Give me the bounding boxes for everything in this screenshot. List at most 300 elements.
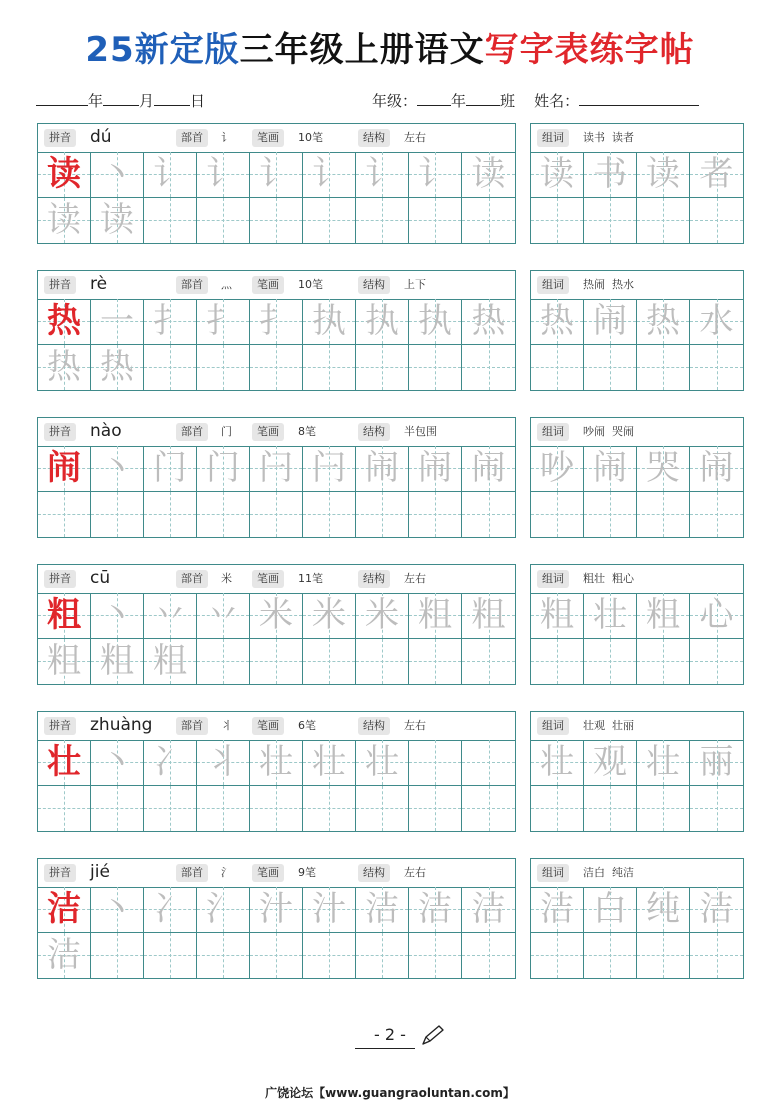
grid-cell[interactable]	[690, 786, 743, 832]
grid-cell[interactable]	[690, 299, 743, 345]
words-label: 组词	[537, 864, 569, 882]
grid-guide-vertical	[64, 786, 65, 832]
grid-cell[interactable]	[409, 639, 462, 685]
grid-cell[interactable]	[356, 593, 409, 639]
name-blank[interactable]	[579, 91, 699, 106]
stroke-step: 汁	[312, 889, 346, 930]
grid-cell[interactable]	[531, 639, 584, 685]
grid-cell[interactable]	[303, 198, 356, 244]
grid-cell[interactable]	[197, 345, 250, 391]
stroke-step: 读	[471, 154, 506, 195]
grid-cell[interactable]	[462, 639, 515, 685]
grid-cell[interactable]	[690, 639, 743, 685]
grid-cell[interactable]	[250, 446, 303, 492]
pinyin-label: 拼音	[44, 570, 76, 588]
structure-value: 半包围	[404, 425, 437, 438]
grid-cell[interactable]	[303, 492, 356, 538]
grid-guide-vertical	[557, 198, 558, 244]
trace-character: 读	[100, 200, 134, 241]
grid-cell[interactable]	[462, 786, 515, 832]
grid-guide-vertical	[329, 345, 330, 391]
grid-cell[interactable]	[356, 492, 409, 538]
grid-cell[interactable]	[584, 152, 637, 198]
grid-cell[interactable]	[38, 492, 91, 538]
grid-cell[interactable]	[690, 740, 743, 786]
grid-cell[interactable]	[409, 345, 462, 391]
grid-cell[interactable]	[584, 299, 637, 345]
grid-cell[interactable]	[531, 198, 584, 244]
grid-cell[interactable]	[531, 152, 584, 198]
grid-cell[interactable]	[144, 492, 197, 538]
grid-cell[interactable]	[409, 152, 462, 198]
grid-cell[interactable]	[584, 933, 637, 979]
stroke-step: 冫	[153, 742, 187, 783]
grid-guide-vertical	[435, 345, 436, 391]
grid-cell[interactable]	[197, 593, 250, 639]
grid-guide-vertical	[170, 198, 171, 244]
grid-cell[interactable]	[690, 152, 743, 198]
radical-label: 部首	[176, 276, 208, 294]
char-card-header	[38, 418, 515, 447]
grid-cell[interactable]	[38, 933, 91, 979]
grid-cell[interactable]	[356, 152, 409, 198]
grid-cell[interactable]	[303, 593, 356, 639]
structure-label: 结构	[358, 717, 390, 735]
grid-cell[interactable]	[690, 198, 743, 244]
grid-cell[interactable]	[38, 740, 91, 786]
grid-cell[interactable]	[303, 152, 356, 198]
grid-guide-vertical	[557, 786, 558, 832]
radical-label: 部首	[176, 864, 208, 882]
structure-label: 结构	[358, 129, 390, 147]
grid-cell[interactable]	[462, 345, 515, 391]
trace-character: 粗	[47, 641, 81, 682]
grid-cell[interactable]	[531, 446, 584, 492]
word-trace-character: 粗	[646, 595, 680, 636]
grid-cell[interactable]	[637, 786, 690, 832]
grid-cell[interactable]	[356, 887, 409, 933]
word-trace-character: 白	[593, 889, 627, 930]
pinyin-label: 拼音	[44, 276, 76, 294]
char-card-header	[38, 565, 515, 594]
grid-guide-vertical	[717, 933, 718, 979]
grid-cell[interactable]	[38, 593, 91, 639]
word-trace-character: 壮	[540, 742, 574, 783]
grid-cell[interactable]	[38, 299, 91, 345]
grid-cell[interactable]	[91, 492, 144, 538]
grid-guide-vertical	[663, 639, 664, 685]
grid-cell[interactable]	[303, 345, 356, 391]
grid-guide-vertical	[717, 639, 718, 685]
grid-cell[interactable]	[197, 299, 250, 345]
grid-cell[interactable]	[462, 198, 515, 244]
grid-cell[interactable]	[531, 345, 584, 391]
grid-cell[interactable]	[531, 933, 584, 979]
grid-cell[interactable]	[38, 446, 91, 492]
grid-guide-vertical	[610, 786, 611, 832]
class-line	[372, 90, 699, 111]
stroke-step: 丶	[100, 889, 134, 930]
grid-cell[interactable]	[197, 933, 250, 979]
grid-guide-vertical	[170, 933, 171, 979]
grid-guide-vertical	[663, 786, 664, 832]
words-value: 读书 读者	[583, 131, 634, 144]
grid-cell[interactable]	[91, 887, 144, 933]
stroke-step: 扌	[153, 301, 187, 342]
grid-cell[interactable]	[690, 887, 743, 933]
grid-cell[interactable]	[250, 887, 303, 933]
grid-cell[interactable]	[197, 740, 250, 786]
words-label: 组词	[537, 423, 569, 441]
word-trace-character: 读	[540, 154, 574, 195]
grid-cell[interactable]	[584, 887, 637, 933]
name-label: 姓名：	[534, 92, 580, 110]
grid-cell[interactable]	[462, 299, 515, 345]
grid-cell[interactable]	[584, 639, 637, 685]
grid-cell[interactable]	[250, 593, 303, 639]
grid-cell[interactable]	[250, 198, 303, 244]
grid-guide-vertical	[382, 198, 383, 244]
grid-cell[interactable]	[584, 492, 637, 538]
grid-guide-vertical	[489, 492, 490, 538]
char-card	[37, 417, 516, 538]
grid-cell[interactable]	[584, 786, 637, 832]
grid-cell[interactable]	[531, 593, 584, 639]
word-card-header	[531, 124, 743, 153]
grid-cell[interactable]	[637, 492, 690, 538]
grid-cell[interactable]	[303, 887, 356, 933]
grid-cell[interactable]	[462, 152, 515, 198]
class-blank[interactable]	[466, 91, 500, 106]
stroke-step: 米	[259, 595, 293, 636]
page-underline	[355, 1048, 415, 1049]
grid-cell[interactable]	[197, 152, 250, 198]
grid-guide-vertical	[717, 198, 718, 244]
word-trace-character: 吵	[540, 448, 574, 489]
grid-cell[interactable]	[250, 345, 303, 391]
grid-cell[interactable]	[409, 593, 462, 639]
grid-cell[interactable]	[250, 786, 303, 832]
stroke-step: 冫	[153, 889, 187, 930]
stroke-step: 讠	[418, 154, 452, 195]
grid-cell[interactable]	[91, 740, 144, 786]
grid-cell[interactable]	[531, 492, 584, 538]
grid-cell[interactable]	[409, 786, 462, 832]
char-card	[37, 564, 516, 685]
grid-cell[interactable]	[144, 786, 197, 832]
date-line	[36, 90, 205, 111]
grid-guide-vertical	[117, 492, 118, 538]
grid-cell[interactable]	[144, 198, 197, 244]
stroke-step: 壮	[312, 742, 346, 783]
word-card	[530, 711, 744, 832]
strokes-label: 笔画	[252, 570, 284, 588]
grid-cell[interactable]	[584, 345, 637, 391]
grid-guide-vertical	[223, 345, 224, 391]
grid-cell[interactable]	[91, 299, 144, 345]
grid-cell[interactable]	[584, 446, 637, 492]
grid-cell[interactable]	[144, 740, 197, 786]
strokes-label: 笔画	[252, 129, 284, 147]
day-label: 日	[190, 92, 206, 110]
grid-cell[interactable]	[409, 933, 462, 979]
grid-cell[interactable]	[303, 446, 356, 492]
day-blank[interactable]	[154, 91, 190, 106]
grid-cell[interactable]	[584, 740, 637, 786]
char-card	[37, 711, 516, 832]
grid-cell[interactable]	[637, 299, 690, 345]
stroke-step: 丶	[100, 742, 134, 783]
grid-guide-vertical	[382, 345, 383, 391]
grid-guide-vertical	[117, 786, 118, 832]
grid-cell[interactable]	[356, 933, 409, 979]
model-character: 读	[47, 154, 81, 195]
grid-cell[interactable]	[356, 198, 409, 244]
grid-cell[interactable]	[356, 345, 409, 391]
grid-cell[interactable]	[38, 786, 91, 832]
grid-guide-vertical	[489, 740, 490, 785]
grid-cell[interactable]	[409, 446, 462, 492]
pinyin-value: dú	[90, 127, 112, 147]
grid-cell[interactable]	[144, 345, 197, 391]
grid-cell[interactable]	[409, 299, 462, 345]
grid-cell[interactable]	[462, 446, 515, 492]
grid-guide-vertical	[329, 786, 330, 832]
stroke-step: 扌	[206, 301, 240, 342]
grid-cell[interactable]	[250, 933, 303, 979]
structure-value: 左右	[404, 131, 426, 144]
grid-cell[interactable]	[531, 740, 584, 786]
model-character: 闹	[47, 448, 81, 489]
grid-guide-vertical	[557, 933, 558, 979]
strokes-value: 10笔	[298, 278, 323, 291]
grid-cell[interactable]	[250, 299, 303, 345]
stroke-step: 洁	[365, 889, 399, 930]
grid-cell[interactable]	[250, 639, 303, 685]
grid-cell[interactable]	[531, 786, 584, 832]
site-credit: 广饶论坛【www.guangraoluntan.com】	[265, 1086, 515, 1100]
grid-cell[interactable]	[144, 933, 197, 979]
radical-label: 部首	[176, 717, 208, 735]
grid-guide-vertical	[489, 639, 490, 685]
grid-cell[interactable]	[91, 593, 144, 639]
grid-cell[interactable]	[637, 740, 690, 786]
grid-guide-vertical	[557, 345, 558, 391]
grid-cell[interactable]	[38, 152, 91, 198]
grid-cell[interactable]	[356, 786, 409, 832]
grid-cell[interactable]	[462, 887, 515, 933]
stroke-step: 洁	[418, 889, 452, 930]
grid-cell[interactable]	[690, 345, 743, 391]
model-character: 粗	[47, 595, 81, 636]
strokes-label: 笔画	[252, 423, 284, 441]
pinyin-label: 拼音	[44, 423, 76, 441]
grid-cell[interactable]	[197, 446, 250, 492]
grid-cell[interactable]	[144, 639, 197, 685]
structure-label: 结构	[358, 423, 390, 441]
stroke-step: 讠	[365, 154, 399, 195]
grid-cell[interactable]	[144, 593, 197, 639]
grid-cell[interactable]	[38, 639, 91, 685]
grid-cell[interactable]	[197, 198, 250, 244]
grid-cell[interactable]	[356, 299, 409, 345]
grid-cell[interactable]	[637, 639, 690, 685]
words-value: 粗壮 粗心	[583, 572, 634, 585]
grid-cell[interactable]	[356, 446, 409, 492]
word-trace-character: 哭	[646, 448, 680, 489]
model-character: 热	[47, 301, 81, 342]
grid-cell[interactable]	[462, 492, 515, 538]
stroke-step: 闩	[259, 448, 293, 489]
grid-guide-vertical	[610, 933, 611, 979]
grid-cell[interactable]	[409, 887, 462, 933]
grade-nian-label: 年	[451, 92, 467, 110]
grid-guide-vertical	[382, 492, 383, 538]
grid-guide-vertical	[663, 492, 664, 538]
grid-cell[interactable]	[637, 887, 690, 933]
grid-cell[interactable]	[690, 446, 743, 492]
word-card	[530, 123, 744, 244]
grid-cell[interactable]	[462, 740, 515, 786]
stroke-step: 米	[312, 595, 346, 636]
stroke-step: 一	[100, 301, 134, 342]
grid-guide-vertical	[489, 198, 490, 244]
grid-cell[interactable]	[462, 593, 515, 639]
grid-cell[interactable]	[409, 740, 462, 786]
grid-cell[interactable]	[91, 345, 144, 391]
month-label: 月	[139, 92, 155, 110]
stroke-step: 讠	[312, 154, 346, 195]
word-trace-character: 观	[593, 742, 627, 783]
grid-cell[interactable]	[637, 593, 690, 639]
grid-cell[interactable]	[144, 152, 197, 198]
title-part-3: 写字表练字帖	[484, 30, 695, 70]
strokes-value: 10笔	[298, 131, 323, 144]
grid-cell[interactable]	[409, 198, 462, 244]
grid-guide-vertical	[170, 786, 171, 832]
grid-cell[interactable]	[91, 446, 144, 492]
grid-cell[interactable]	[197, 492, 250, 538]
grid-cell[interactable]	[637, 198, 690, 244]
grid-cell[interactable]	[303, 786, 356, 832]
grid-guide-vertical	[223, 492, 224, 538]
grid-cell[interactable]	[690, 593, 743, 639]
grid-cell[interactable]	[303, 933, 356, 979]
structure-label: 结构	[358, 570, 390, 588]
stroke-step: 汁	[259, 889, 293, 930]
grid-cell[interactable]	[690, 492, 743, 538]
grid-cell[interactable]	[197, 639, 250, 685]
words-label: 组词	[537, 717, 569, 735]
words-value: 壮观 壮丽	[583, 719, 634, 732]
word-trace-character: 纯	[646, 889, 680, 930]
grid-guide-vertical	[489, 933, 490, 979]
structure-label: 结构	[358, 276, 390, 294]
grid-guide-vertical	[223, 198, 224, 244]
radical-value: 讠	[221, 131, 232, 144]
pinyin-value: rè	[90, 274, 108, 294]
grid-cell[interactable]	[144, 299, 197, 345]
word-trace-character: 者	[699, 154, 734, 195]
grid-guide-vertical	[329, 198, 330, 244]
stroke-step: 执	[418, 301, 452, 342]
grid-cell[interactable]	[91, 639, 144, 685]
grid-cell[interactable]	[91, 152, 144, 198]
grid-cell[interactable]	[356, 740, 409, 786]
class-label: 班	[500, 92, 516, 110]
grid-cell[interactable]	[637, 933, 690, 979]
grade-blank[interactable]	[417, 91, 451, 106]
word-card	[530, 858, 744, 979]
grid-guide-vertical	[329, 933, 330, 979]
grid-guide-vertical	[276, 639, 277, 685]
grid-cell[interactable]	[637, 152, 690, 198]
grid-cell[interactable]	[462, 933, 515, 979]
grid-guide-vertical	[276, 786, 277, 832]
grid-guide-vertical	[610, 639, 611, 685]
char-card-header	[38, 124, 515, 153]
grid-cell[interactable]	[197, 786, 250, 832]
grid-cell[interactable]	[144, 446, 197, 492]
strokes-label: 笔画	[252, 864, 284, 882]
strokes-value: 6笔	[298, 719, 316, 732]
char-card-header	[38, 271, 515, 300]
grid-cell[interactable]	[38, 198, 91, 244]
stroke-step: 热	[471, 301, 506, 342]
grid-cell[interactable]	[303, 639, 356, 685]
pencil-icon	[420, 1024, 446, 1046]
grid-guide-vertical	[717, 345, 718, 391]
grid-cell[interactable]	[144, 887, 197, 933]
grid-cell[interactable]	[91, 198, 144, 244]
model-character: 洁	[47, 889, 81, 930]
grid-cell[interactable]	[637, 446, 690, 492]
grid-cell[interactable]	[690, 933, 743, 979]
radical-value: 丬	[221, 719, 232, 732]
grid-cell[interactable]	[91, 786, 144, 832]
grid-cell[interactable]	[356, 639, 409, 685]
structure-label: 结构	[358, 864, 390, 882]
word-card-header	[531, 271, 743, 300]
grid-cell[interactable]	[531, 887, 584, 933]
grid-cell[interactable]	[409, 492, 462, 538]
stroke-step: 丷	[153, 595, 187, 636]
grid-cell[interactable]	[531, 299, 584, 345]
grid-cell[interactable]	[303, 740, 356, 786]
grid-cell[interactable]	[250, 152, 303, 198]
grid-cell[interactable]	[637, 345, 690, 391]
stroke-step: 闩	[312, 448, 346, 489]
grid-guide-vertical	[170, 492, 171, 538]
month-blank[interactable]	[103, 91, 139, 106]
grid-cell[interactable]	[303, 299, 356, 345]
grid-cell[interactable]	[584, 593, 637, 639]
pinyin-label: 拼音	[44, 717, 76, 735]
grid-cell[interactable]	[91, 933, 144, 979]
grid-cell[interactable]	[197, 887, 250, 933]
grid-guide-vertical	[329, 492, 330, 538]
grid-cell[interactable]	[250, 492, 303, 538]
word-trace-character: 壮	[593, 595, 627, 636]
grid-cell[interactable]	[38, 345, 91, 391]
grid-cell[interactable]	[584, 198, 637, 244]
pinyin-value: jié	[90, 862, 110, 882]
year-blank[interactable]	[36, 91, 88, 106]
grid-cell[interactable]	[38, 887, 91, 933]
grid-guide-vertical	[382, 639, 383, 685]
grid-cell[interactable]	[250, 740, 303, 786]
structure-value: 左右	[404, 866, 426, 879]
